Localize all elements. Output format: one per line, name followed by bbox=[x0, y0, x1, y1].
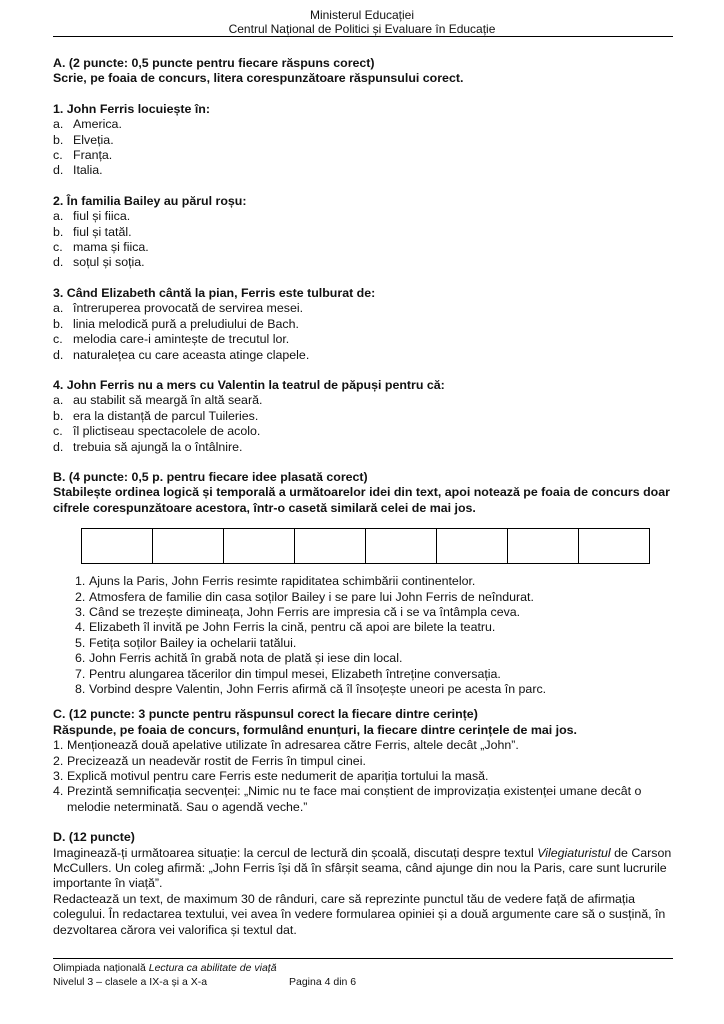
page-content bbox=[53, 56, 673, 938]
answer-box-cell bbox=[508, 529, 579, 564]
answer-option bbox=[53, 348, 673, 363]
section-d-task: Redactează un text, de maximum 30 de rânduri, care să reprezinte punctul tău de vedere față de afirmația colegului. În redactarea textului, vei avea în vedere formularea opiniei și a două argumente care să o susțină, în dezvoltarea cărora vei valorifica și textul dat. bbox=[53, 891, 666, 937]
requirement-text: Prezintă semnificația secvenței: „Nimic nu te face mai conștient de improvizația existenței umane decât o melodie neterminată. Sau o agendă veche.” bbox=[67, 784, 642, 814]
header-center: Centrul Național de Politici și Evaluare în Educație bbox=[228, 22, 496, 36]
option-letter: c. bbox=[53, 332, 63, 347]
section-d-title: D. (12 puncte) bbox=[53, 830, 135, 845]
option-text: au stabilit să meargă în altă seară. bbox=[73, 393, 263, 408]
section-d bbox=[53, 830, 673, 938]
option-text: America. bbox=[73, 117, 122, 132]
option-letter: d. bbox=[53, 255, 64, 270]
option-text: Elveția. bbox=[73, 132, 114, 147]
requirement-text: Precizează un neadevăr rostit de Ferris în timpul cinei. bbox=[67, 753, 366, 768]
question-3 bbox=[53, 286, 673, 363]
idea-text: Pentru alungarea tăcerilor din timpul mesei, Elizabeth întreține conversația. bbox=[89, 666, 501, 681]
idea-text: Când se trezește dimineața, John Ferris are impresia că i se va întâmpla ceva. bbox=[89, 604, 521, 619]
idea-number: 8. bbox=[75, 682, 86, 696]
section-c-title: C. (12 puncte: 3 puncte pentru răspunsul corect la fiecare dintre cerințe) bbox=[53, 707, 478, 722]
answer-option bbox=[53, 255, 673, 270]
answer-option bbox=[53, 317, 673, 332]
option-letter: c. bbox=[53, 424, 63, 439]
requirement-number: 2. bbox=[53, 753, 64, 768]
section-a bbox=[53, 56, 673, 455]
option-text: linia melodică pură a preludiului de Bach. bbox=[73, 316, 299, 331]
section-b-instruction: Stabilește ordinea logică și temporală a următoarelor idei din text, apoi notează pe foaia de concurs doar cifrele corespunzătoare acestora, într-o casetă similară celei de mai jos. bbox=[53, 485, 670, 515]
page-footer bbox=[53, 961, 673, 989]
option-letter: a. bbox=[53, 209, 64, 224]
option-text: naturalețea cu care aceasta atinge clapele. bbox=[73, 347, 310, 362]
idea-item bbox=[75, 605, 673, 620]
question-text: 3. Când Elizabeth cântă la pian, Ferris este tulburat de: bbox=[53, 285, 376, 300]
option-letter: d. bbox=[53, 163, 64, 178]
idea-item bbox=[75, 651, 673, 666]
requirement-item bbox=[53, 738, 673, 753]
option-letter: a. bbox=[53, 301, 64, 316]
footer-olympiad bbox=[53, 961, 673, 975]
option-text: Italia. bbox=[73, 163, 103, 178]
idea-item bbox=[75, 667, 673, 682]
answer-option bbox=[53, 440, 673, 455]
requirement-text: Explică motivul pentru care Ferris este nedumerit de apariția tortului la masă. bbox=[67, 769, 489, 784]
question-4 bbox=[53, 378, 673, 455]
option-letter: d. bbox=[53, 347, 64, 362]
option-letter: a. bbox=[53, 393, 64, 408]
footer-level: Nivelul 3 – clasele a IX-a și a X-a bbox=[53, 976, 208, 988]
idea-text: Atmosfera de familie din casa soților Bailey i se pare lui John Ferris de neîndurat. bbox=[89, 589, 534, 604]
idea-text: Vorbind despre Valentin, John Ferris afirmă că îl însoțește uneori pe acesta în parc. bbox=[89, 682, 547, 696]
requirement-item bbox=[53, 784, 673, 815]
option-text: melodia care-i amintește de trecutul lor. bbox=[73, 332, 290, 347]
option-text: îl plictiseau spectacolele de acolo. bbox=[73, 424, 261, 439]
option-letter: d. bbox=[53, 439, 64, 454]
requirement-text: Menționează două apelative utilizate în adresarea către Ferris, altele decât „John”. bbox=[67, 738, 519, 753]
answer-option bbox=[53, 393, 673, 408]
idea-item bbox=[75, 682, 673, 697]
answer-option bbox=[53, 332, 673, 347]
question-2 bbox=[53, 194, 673, 271]
option-letter: c. bbox=[53, 240, 63, 255]
answer-box-table bbox=[81, 528, 650, 564]
answer-option bbox=[53, 133, 673, 148]
option-text: Franța. bbox=[73, 148, 113, 163]
section-d-scenario bbox=[53, 846, 673, 892]
option-letter: b. bbox=[53, 408, 64, 423]
idea-item bbox=[75, 590, 673, 605]
option-text: întreruperea provocată de servirea mesei. bbox=[73, 301, 304, 316]
olympiad-name: Olimpiada națională bbox=[53, 962, 149, 974]
section-a-instruction: Scrie, pe foaia de concurs, litera corespunzătoare răspunsului corect. bbox=[53, 71, 464, 86]
idea-number: 5. bbox=[75, 635, 86, 650]
option-text: era la distanță de parcul Tuileries. bbox=[73, 408, 259, 423]
requirement-number: 4. bbox=[53, 784, 64, 799]
answer-option bbox=[53, 209, 673, 224]
answer-box-cell bbox=[295, 529, 366, 564]
option-text: fiul și tatăl. bbox=[73, 224, 132, 239]
answer-option bbox=[53, 148, 673, 163]
requirement-number: 1. bbox=[53, 738, 64, 753]
page-header bbox=[0, 8, 724, 36]
answer-option bbox=[53, 301, 673, 316]
option-letter: b. bbox=[53, 316, 64, 331]
idea-number: 1. bbox=[75, 574, 86, 589]
requirement-number: 3. bbox=[53, 769, 64, 784]
page-number: Pagina 4 din 6 bbox=[289, 976, 357, 988]
idea-item bbox=[75, 574, 673, 589]
answer-option bbox=[53, 424, 673, 439]
option-letter: a. bbox=[53, 117, 64, 132]
answer-option bbox=[53, 117, 673, 132]
idea-number: 7. bbox=[75, 666, 86, 681]
idea-text: Ajuns la Paris, John Ferris resimte rapiditatea schimbării continentelor. bbox=[89, 574, 476, 589]
header-ministry: Ministerul Educației bbox=[309, 8, 415, 22]
question-text: 2. În familia Bailey au părul roșu: bbox=[53, 193, 247, 208]
answer-box-cell bbox=[153, 529, 224, 564]
idea-text: John Ferris achită în grabă nota de plată și iese din local. bbox=[89, 651, 403, 666]
answer-option bbox=[53, 240, 673, 255]
section-a-title: A. (2 puncte: 0,5 puncte pentru fiecare răspuns corect) bbox=[53, 56, 375, 70]
question-text: 1. John Ferris locuiește în: bbox=[53, 101, 210, 116]
idea-number: 3. bbox=[75, 604, 86, 619]
section-b-title: B. (4 puncte: 0,5 p. pentru fiecare idee plasată corect) bbox=[53, 469, 368, 484]
answer-option bbox=[53, 225, 673, 240]
section-c-instruction: Răspunde, pe foaia de concurs, formulând enunțuri, la fiecare dintre cerințele de mai jos. bbox=[53, 722, 577, 737]
section-c bbox=[53, 707, 673, 815]
ideas-list bbox=[75, 574, 673, 697]
requirement-item bbox=[53, 769, 673, 784]
section-b bbox=[53, 470, 673, 697]
answer-option bbox=[53, 409, 673, 424]
idea-number: 2. bbox=[75, 589, 86, 604]
answer-box-cell bbox=[437, 529, 508, 564]
scenario-text-start: Imaginează-ți următoarea situație: la cercul de lectură din școală, discutați despre textul bbox=[53, 845, 538, 860]
answer-box-cell bbox=[579, 529, 650, 564]
scenario-text-end: de Carson McCullers. Un coleg afirmă: „John Ferris își dă în sfârșit seama, când ajunge din nou la Paris, care sunt lucrurile importante în viață”. bbox=[53, 845, 672, 891]
footer-divider bbox=[53, 958, 673, 959]
idea-item bbox=[75, 620, 673, 635]
answer-box-cell bbox=[366, 529, 437, 564]
idea-text: Fetița soților Bailey ia ochelarii tatălui. bbox=[89, 635, 297, 650]
requirement-item bbox=[53, 754, 673, 769]
answer-box-cell bbox=[82, 529, 153, 564]
answer-box-cell bbox=[224, 529, 295, 564]
option-text: soțul și soția. bbox=[73, 255, 145, 270]
idea-text: Elizabeth îl invită pe John Ferris la cină, pentru că apoi are bilete la teatru. bbox=[89, 620, 496, 635]
option-letter: b. bbox=[53, 132, 64, 147]
option-text: fiul și fiica. bbox=[73, 209, 131, 224]
question-1 bbox=[53, 102, 673, 179]
olympiad-theme: Lectura ca abilitate de viață bbox=[148, 962, 277, 974]
header-divider bbox=[53, 36, 673, 37]
option-letter: c. bbox=[53, 148, 63, 163]
question-text: 4. John Ferris nu a mers cu Valentin la teatrul de păpuși pentru că: bbox=[53, 377, 445, 392]
option-text: mama și fiica. bbox=[73, 240, 149, 255]
idea-number: 4. bbox=[75, 620, 86, 635]
option-letter: b. bbox=[53, 224, 64, 239]
idea-item bbox=[75, 636, 673, 651]
book-title: Vilegiaturistul bbox=[537, 845, 611, 860]
answer-option bbox=[53, 163, 673, 178]
idea-number: 6. bbox=[75, 651, 86, 666]
option-text: trebuia să ajungă la o întâlnire. bbox=[73, 439, 243, 454]
